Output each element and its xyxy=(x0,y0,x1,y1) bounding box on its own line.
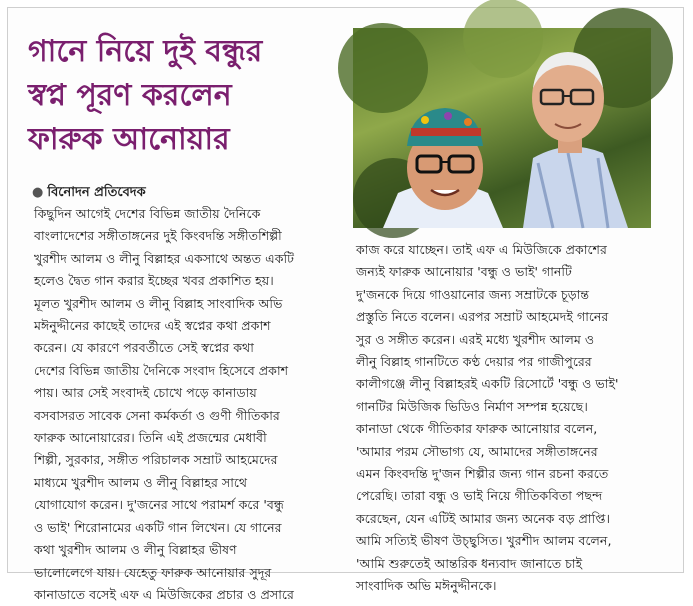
headline-line: স্বপ্ন পূরণ করলেন xyxy=(28,78,232,113)
text-line: এমন কিংবদন্তি দু'জন শিল্পীর জন্য গান রচনা করতে xyxy=(356,466,609,482)
text-line: লীনু বিল্লাহ গানটিতে কণ্ঠ দেয়ার পর গাজীপুরের xyxy=(356,354,592,370)
text-line: করেন। যে কারণে পরবর্তীতে সেই স্বপ্নের কথা xyxy=(34,340,254,356)
text-line: পায়। আর সেই সংবাদই চোখে পড়ে কানাডায় xyxy=(34,385,257,401)
text-line: জন্যই ফারুক আনোয়ার 'বন্ধু ও ভাই' গানটি xyxy=(356,264,572,280)
text-line: বাংলাদেশের সঙ্গীতাঙ্গনের দুই কিংবদন্তি সঙ্গীতশিল্পী xyxy=(34,228,282,244)
text-line: প্রস্তুতি নিতে বলেন। এরপর সম্রাট আহমেদই গানের xyxy=(356,309,609,325)
text-line: কালীগঞ্জে লীনু বিল্লাহরই একটি রিসোর্টে 'বন্ধু ও ভাই' xyxy=(356,376,619,392)
headline xyxy=(28,30,340,162)
text-line: দেশের বিভিন্ন জাতীয় দৈনিকে সংবাদ হিসেবে প্রকাশ xyxy=(34,362,289,378)
text-line: কানাডা থেকে গীতিকার ফারুক আনোয়ার বলেন, xyxy=(356,421,598,437)
text-line: মঈনুদ্দীনের কাছেই তাদের এই স্বপ্নের কথা প্রকাশ xyxy=(34,318,271,334)
text-line: শিল্পী, সুরকার, সঙ্গীত পরিচালক সম্রাট আহমেদের xyxy=(34,452,278,468)
text-line: ও ভাই' শিরোনামের একটি গান লিখেন। যে গানের xyxy=(34,519,282,535)
text-line: বসবাসরত সাবেক সেনা কর্মকর্তা ও গুণী গীতিকার xyxy=(34,407,280,423)
text-line: আমি সত্যিই ভীষণ উচ্ছ্বসিত। খুরশীদ আলম বলেন, xyxy=(356,533,612,549)
text-line: সুর ও সঙ্গীত করেন। এরই মধ্যে খুরশীদ আলম ও xyxy=(356,331,595,347)
text-line: দু'জনকে দিয়ে গাওয়ানোর জন্য সম্রাটকে চূড়ান্ত xyxy=(356,286,590,302)
text-line: পেরেছি। তারা বন্ধু ও ভাই নিয়ে গীতিকবিতা পছন্দ xyxy=(356,488,603,504)
text-line: ফারুক আনোয়ারের। তিনি এই প্রজন্মের মেধাবী xyxy=(34,430,267,446)
text-line: মূলত খুরশীদ আলম ও লীনু বিল্লাহ সাংবাদিক অভি xyxy=(34,295,283,311)
text-line: কথা খুরশীদ আলম ও লীনু বিল্লাহর ভীষণ xyxy=(34,542,237,558)
headline-line: গানে নিয়ে দুই বন্ধুর xyxy=(28,34,263,69)
article-photo xyxy=(353,28,651,228)
text-line: খুরশীদ আলম ও লীনু বিল্লাহর একসাথে অন্তত একটি xyxy=(34,250,294,266)
byline-text: বিনোদন প্রতিবেদক xyxy=(47,185,146,200)
text-line: 'আমি শুরুতেই আন্তরিক ধন্যবাদ জানাতে চাই xyxy=(356,555,583,571)
text-line: যোগাযোগ করেন। দু'জনের সাথে পরামর্শ করে 'বন্ধু xyxy=(34,497,284,513)
text-line: কাজ করে যাচ্ছেন। তাই এফ এ মিউজিকে প্রকাশের xyxy=(356,242,607,257)
headline-line: ফারুক আনোয়ার xyxy=(28,122,230,157)
article-column-1 xyxy=(34,203,340,602)
photo-illustration xyxy=(353,28,651,228)
text-line: মাধ্যমে খুরশীদ আলম ও লীনু বিল্লাহর সাথে xyxy=(34,474,248,490)
text-line: হলেও দ্বৈত গান করার ইচ্ছের খবর প্রকাশিত হয়। xyxy=(34,273,274,289)
text-line: কিছুদিন আগেই দেশের বিভিন্ন জাতীয় দৈনিকে xyxy=(34,206,261,221)
text-line: 'আমার পরম সৌভাগ্য যে, আমাদের সঙ্গীতাঙ্গনের xyxy=(356,443,598,459)
text-line: গানটির মিউজিক ভিডিও নির্মাণ সম্পন্ন হয়েছে। xyxy=(356,398,588,414)
article-column-2 xyxy=(356,239,658,594)
byline xyxy=(32,183,146,204)
text-line: কানাডাতে বসেই এফ এ মিউজিকের প্রচার ও প্রসারে xyxy=(34,586,294,602)
text-line: সাংবাদিক অভি মঈনুদ্দীনকে। xyxy=(356,578,497,594)
text-line: করেছেন, যেন এটিই আমার জন্য অনেক বড় প্রাপ্তি। xyxy=(356,510,611,526)
bullet-icon: ● xyxy=(32,185,44,200)
text-line: ভালোলেগে যায়। যেহেতু ফারুক আনোয়ার সুদূর xyxy=(34,564,272,580)
